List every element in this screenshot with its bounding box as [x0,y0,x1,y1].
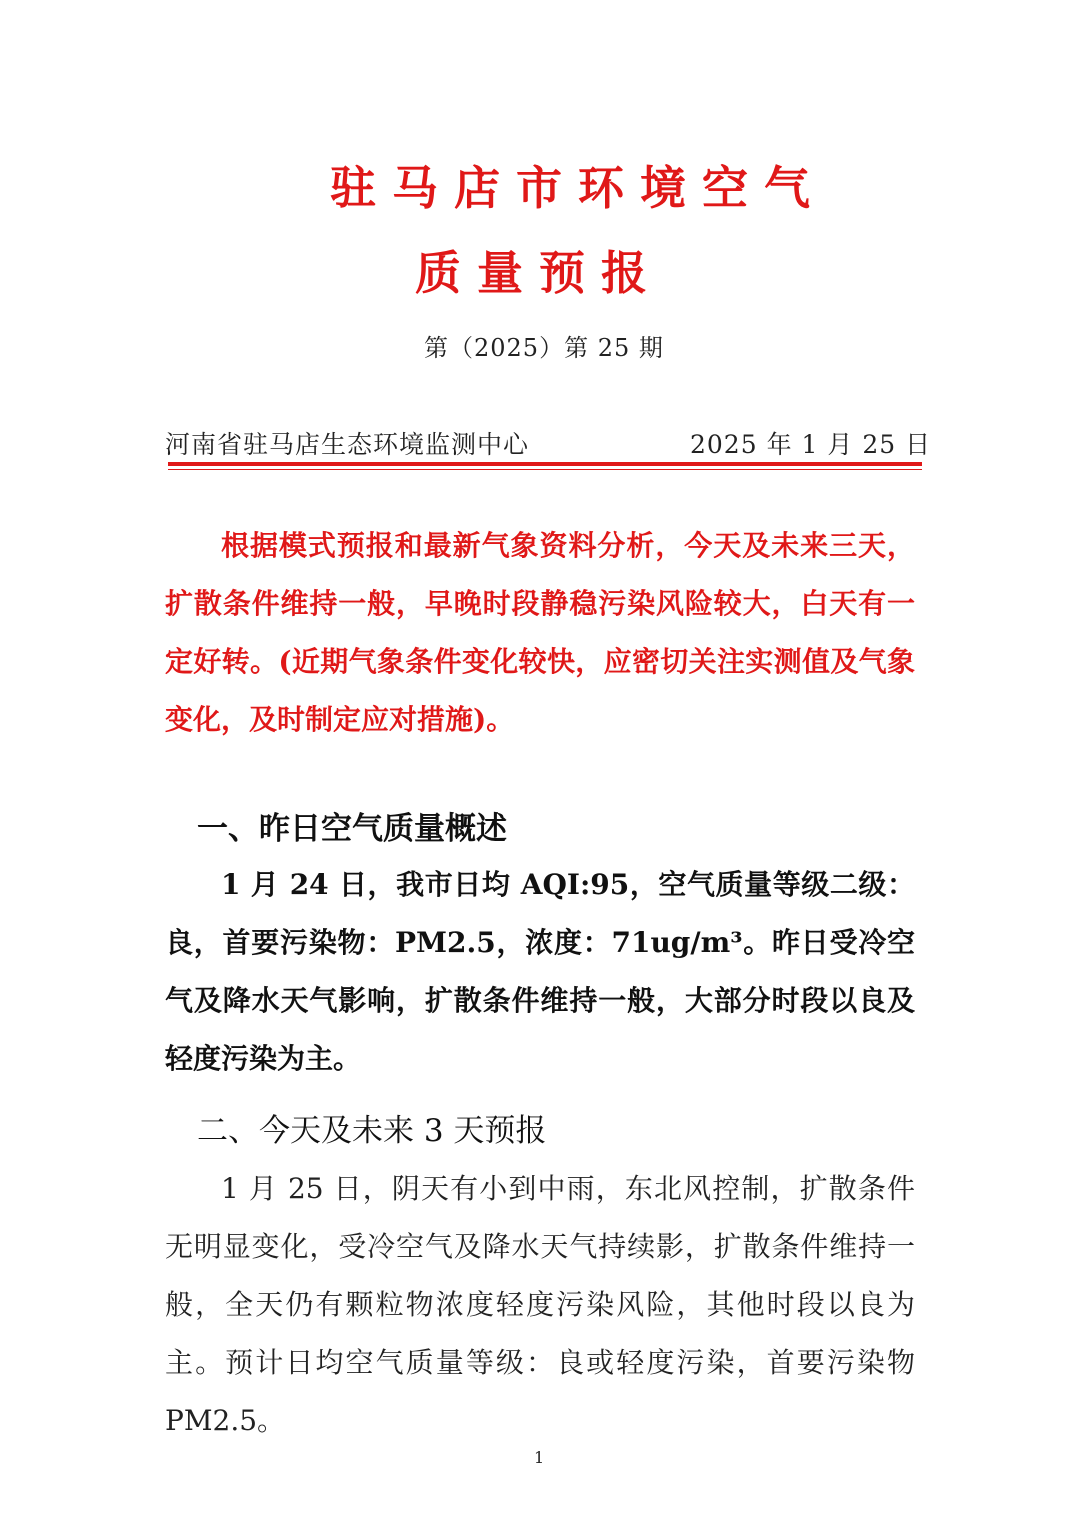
page-number: 1 [534,1448,545,1467]
document-title-line1: 驻马店市环境空气 [330,161,826,215]
section1-body: 1 月 24 日，我市日均 AQI:95，空气质量等级二级：良，首要污染物：PM2.5，浓度：71ug/m³。昨日受冷空气及降水天气影响，扩散条件维持一般，大部分时段以良及轻度污染为主。 [165,868,915,1075]
issue-date: 2025 年 1 月 25 日 [690,430,932,459]
section2-body: 1 月 25 日，阴天有小到中雨，东北风控制，扩散条件无明显变化，受冷空气及降水天气持续影，扩散条件维持一般，全天仍有颗粒物浓度轻度污染风险，其他时段以良为主。预计日均空气质量等级：良或轻度污染，首要污染物 PM2.5。 [165,1172,915,1437]
header-divider-thin [168,469,922,470]
header-divider-thick [168,462,922,466]
forecast-summary: 根据模式预报和最新气象资料分析，今天及未来三天，扩散条件维持一般，早晚时段静稳污染风险较大，白天有一定好转。(近期气象条件变化较快，应密切关注实测值及气象变化，及时制定应对措施)。 [165,529,915,736]
section2-heading: 二、今天及未来 3 天预报 [197,1113,547,1149]
document-title-line2: 质量预报 [415,246,663,300]
issuing-organization: 河南省驻马店生态环境监测中心 [165,430,530,459]
issue-number: 第（2025）第 25 期 [424,334,664,362]
section1-heading: 一、昨日空气质量概述 [197,811,507,847]
